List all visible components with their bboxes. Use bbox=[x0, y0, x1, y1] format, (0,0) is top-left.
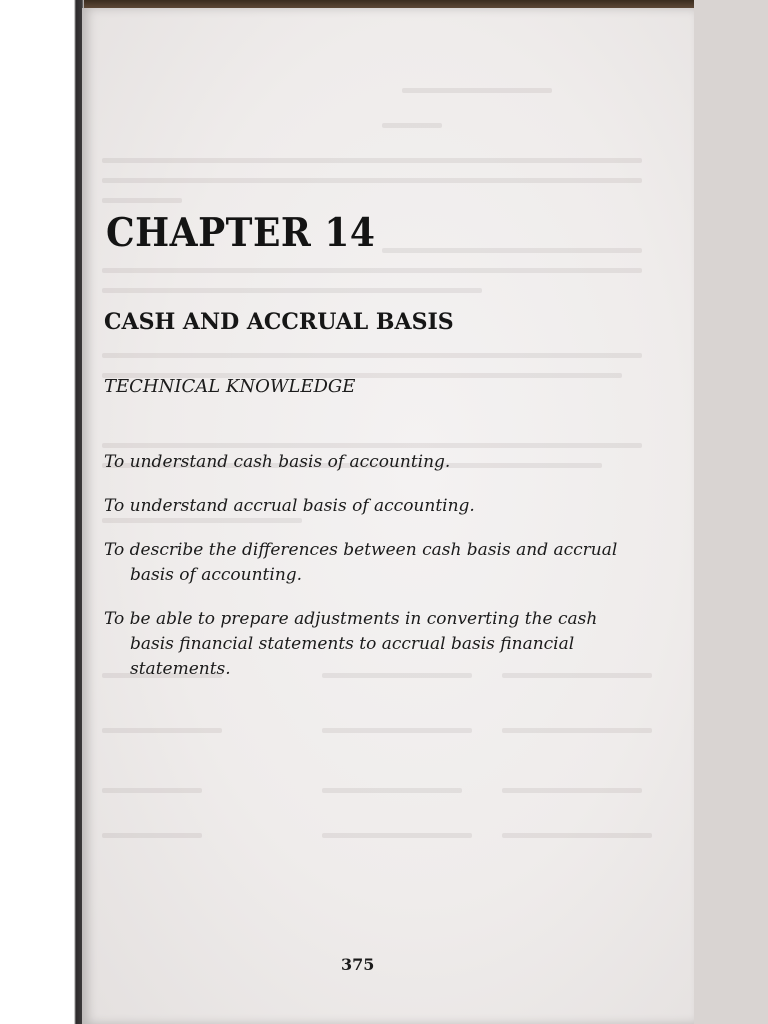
bleed-through-line bbox=[402, 88, 552, 93]
chapter-title: CHAPTER 14 bbox=[106, 210, 376, 256]
section-title: CASH AND ACCRUAL BASIS bbox=[104, 309, 454, 335]
bleed-through-line bbox=[382, 123, 442, 128]
bleed-through-line bbox=[102, 198, 182, 203]
subsection-heading: TECHNICAL KNOWLEDGE bbox=[104, 376, 356, 397]
bleed-through-line bbox=[102, 178, 642, 183]
objective-item: To be able to prepare adjustments in converting the cash basis financial statements to accrual basis financial statements. bbox=[104, 609, 598, 679]
bleed-through-line bbox=[102, 268, 642, 273]
bleed-through-line bbox=[102, 788, 202, 793]
bleed-through-line bbox=[502, 788, 642, 793]
objective-item: To understand cash basis of accounting. bbox=[104, 452, 451, 472]
bleed-through-line bbox=[102, 288, 482, 293]
bleed-through-line bbox=[502, 728, 652, 733]
bleed-through-line bbox=[102, 353, 642, 358]
bleed-through-line bbox=[102, 728, 222, 733]
objective-item: To understand accrual basis of accounting. bbox=[104, 496, 475, 516]
learning-objectives-list bbox=[104, 450, 644, 701]
right-background bbox=[694, 0, 768, 1024]
bleed-through-line bbox=[102, 158, 642, 163]
bleed-through-line bbox=[382, 248, 642, 253]
bleed-through-line bbox=[322, 788, 462, 793]
objective-item: To describe the differences between cash basis and accrual basis of accounting. bbox=[104, 540, 618, 585]
bleed-through-line bbox=[502, 833, 652, 838]
bleed-through-line bbox=[102, 443, 642, 448]
bleed-through-line bbox=[322, 728, 472, 733]
book-binding bbox=[0, 0, 84, 1024]
page-number: 375 bbox=[341, 955, 375, 974]
bleed-through-line bbox=[102, 833, 202, 838]
bleed-through-line bbox=[322, 833, 472, 838]
